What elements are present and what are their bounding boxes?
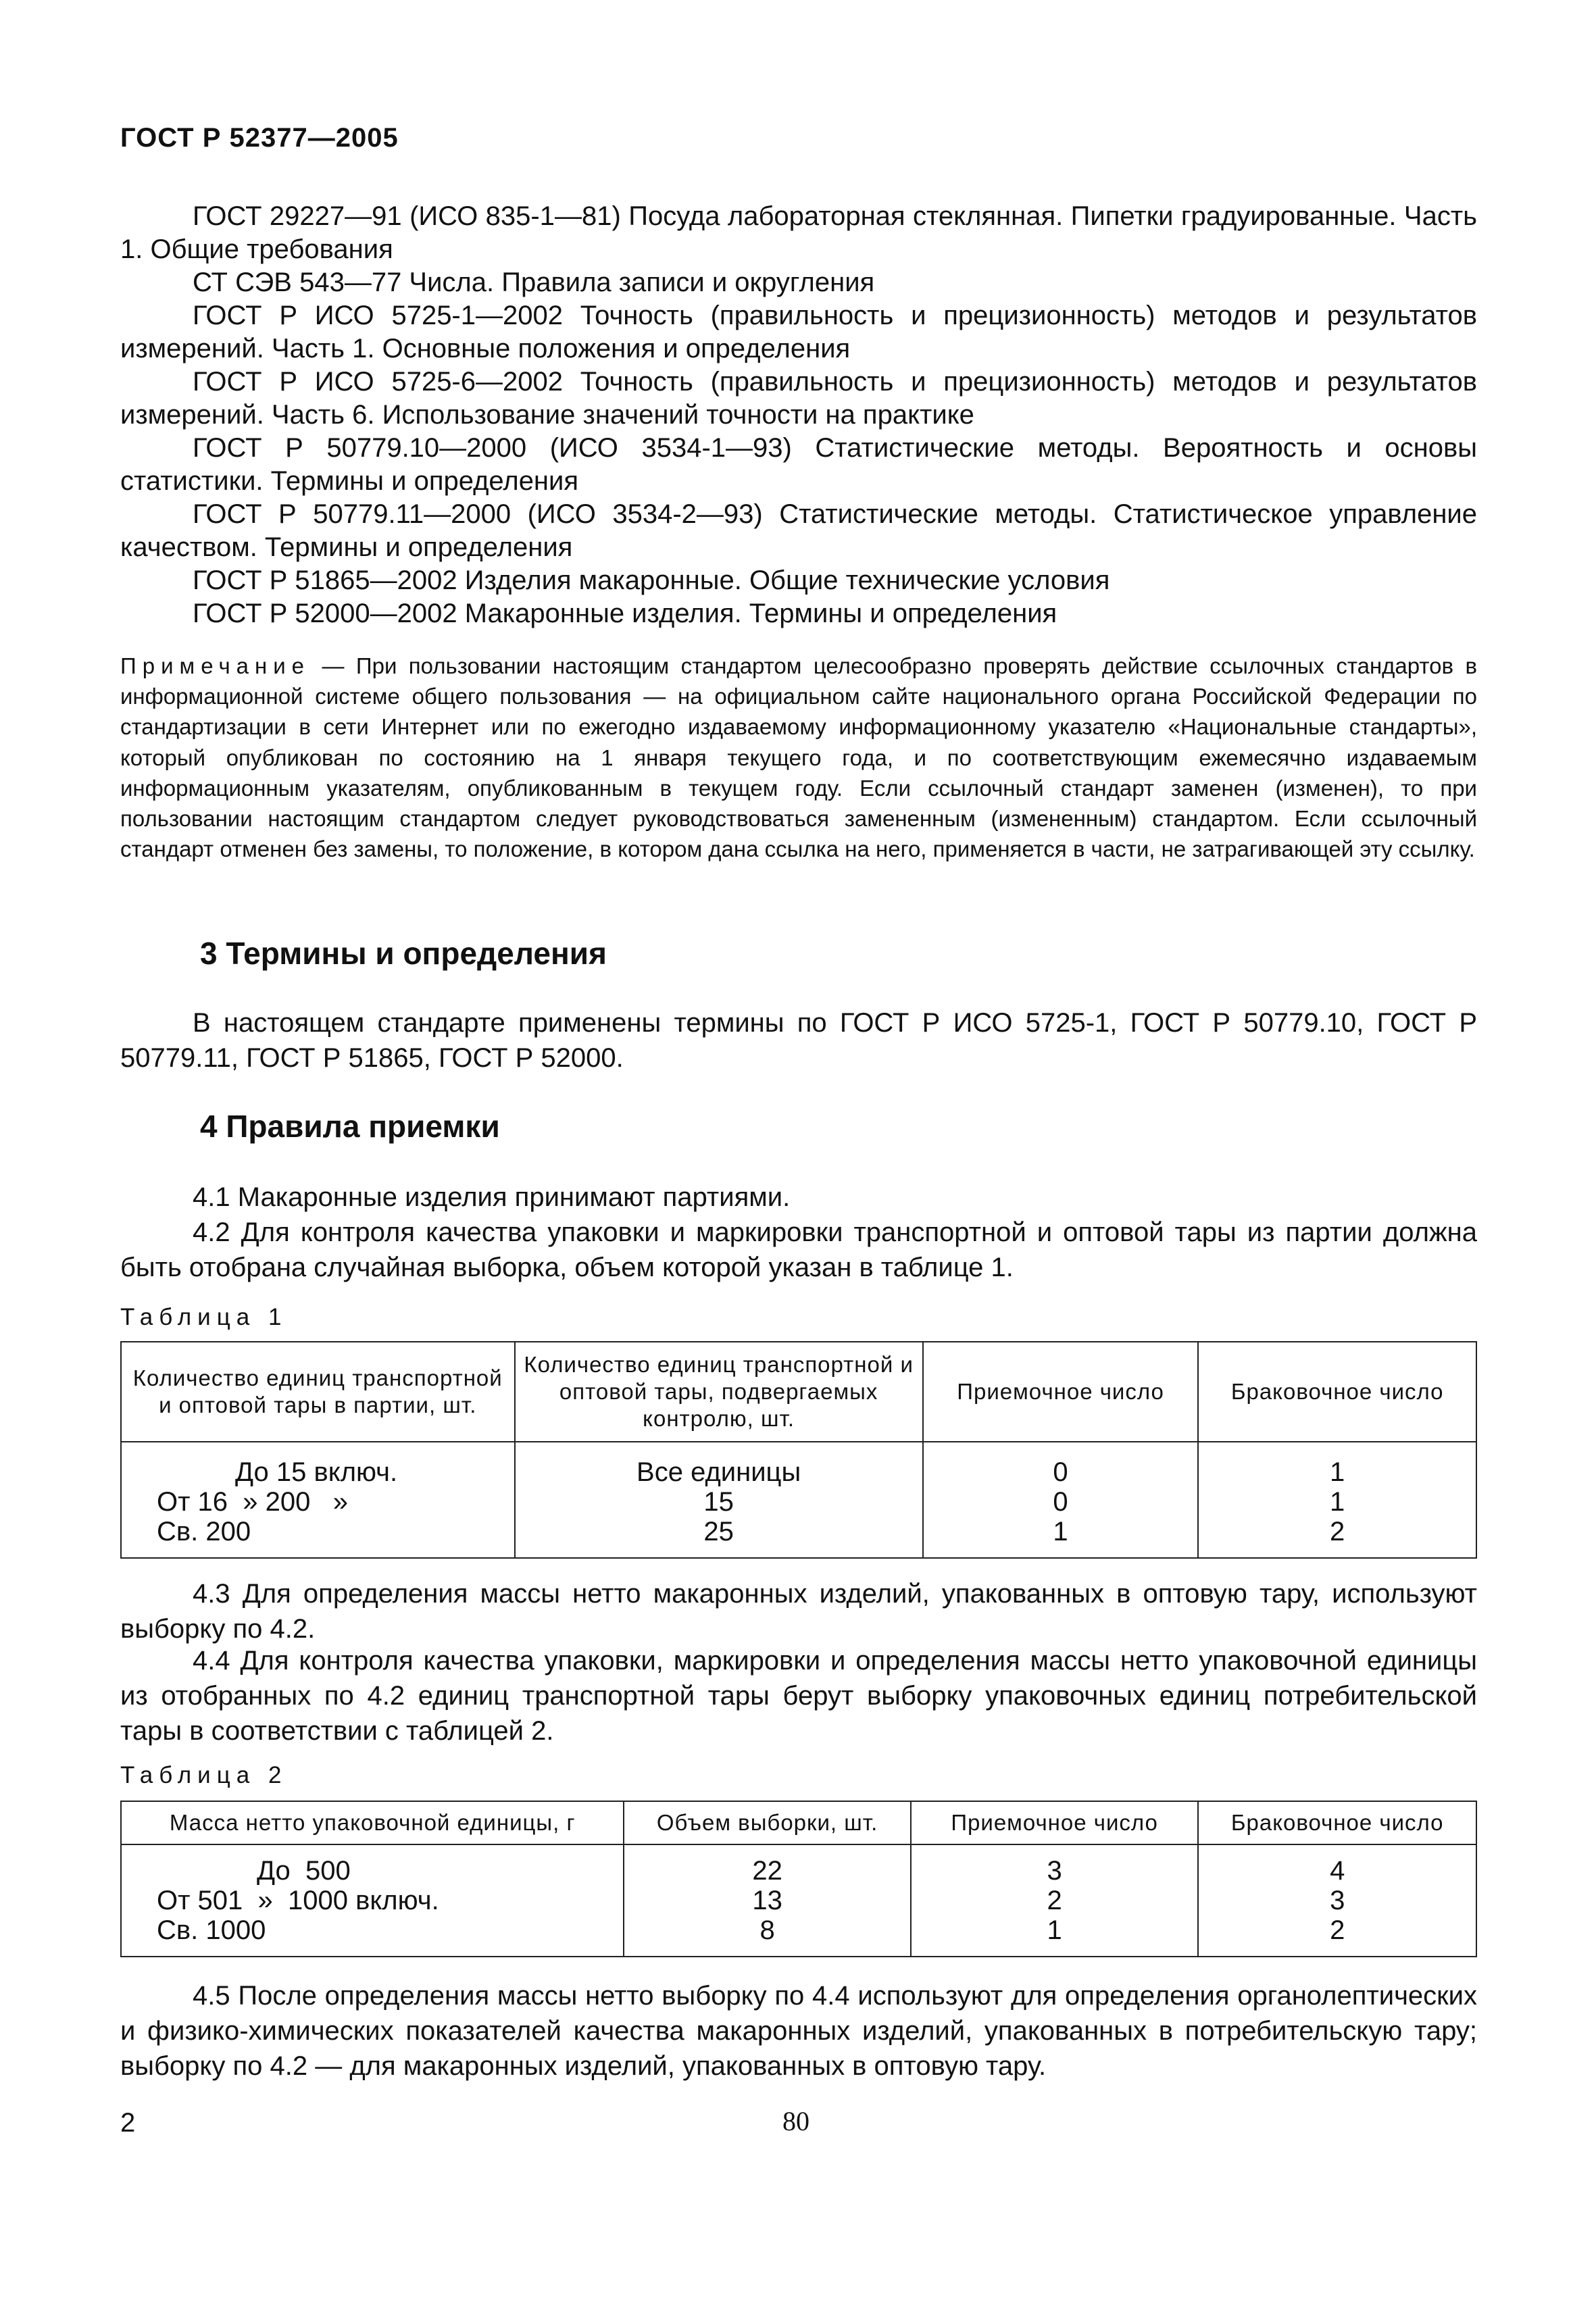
table-header-cell: Количество единиц транспортной и оптовой тары в партии, шт.: [121, 1342, 515, 1442]
reference-item: ГОСТ Р 50779.11—2000 (ИСО 3534-2—93) Статистические методы. Статистическое управление качеством. Термины и определения: [120, 499, 1477, 562]
table-header-cell: Объем выборки, шт.: [624, 1801, 910, 1844]
table-cell-line: От 501 » 1000 включ.: [157, 1886, 439, 1915]
table-cell-line: 4: [1330, 1856, 1345, 1886]
note-label: Примечание: [120, 653, 311, 678]
page-number: 2: [120, 2108, 136, 2138]
section-4-heading: 4 Правила приемки: [200, 1109, 500, 1144]
table-cell-line: 0: [1053, 1457, 1068, 1487]
table-cell-line: 1: [1330, 1457, 1345, 1487]
section-3-text: В настоящем стандарте применены термины по ГОСТ Р ИСО 5725-1, ГОСТ Р 50779.10, ГОСТ Р 50779.11, ГОСТ Р 51865, ГОСТ Р 52000.: [120, 1008, 1477, 1073]
table-cell: [923, 1442, 1199, 1558]
reference-item: СТ СЭВ 543—77 Числа. Правила записи и округления: [193, 268, 875, 297]
table-cell-line: 15: [703, 1487, 734, 1517]
reference-item: ГОСТ Р 50779.10—2000 (ИСО 3534-1—93) Статистические методы. Вероятность и основы статистики. Термины и определения: [120, 433, 1477, 496]
document-code: ГОСТ Р 52377—2005: [120, 123, 399, 153]
reference-item: ГОСТ 29227—91 (ИСО 835-1—81) Посуда лабораторная стеклянная. Пипетки градуированные. Часть 1. Общие требования: [120, 201, 1477, 264]
table-cell: [515, 1442, 923, 1558]
table-cell-line: От 16 » 200 »: [157, 1487, 348, 1517]
table-body-row: [121, 1442, 1476, 1558]
table-cell-line: Все единицы: [637, 1457, 801, 1487]
table-header-cell: Браковочное число: [1198, 1342, 1476, 1442]
reference-item: ГОСТ Р ИСО 5725-1—2002 Точность (правильность и прецизионность) методов и результатов измерений. Часть 1. Основные положения и определения: [120, 301, 1477, 363]
paragraph-4-5: 4.5 После определения массы нетто выборку по 4.4 используют для определения органолептических и физико-химических показателей качества макаронных изделий, упакованных в потребительскую тару; выборку по 4.2 — для макаронных изделий, упакованных в оптовую тару.: [120, 1981, 1477, 2081]
paragraph-4-1: 4.1 Макаронные изделия принимают партиями.: [193, 1182, 791, 1212]
paragraph-4-2: 4.2 Для контроля качества упаковки и маркировки транспортной и оптовой тары из партии должна быть отобрана случайная выборка, объем которой указан в таблице 1.: [120, 1217, 1477, 1282]
reference-item: ГОСТ Р 51865—2002 Изделия макаронные. Общие технические условия: [193, 565, 1110, 595]
reference-item: ГОСТ Р ИСО 5725-6—2002 Точность (правильность и прецизионность) методов и результатов измерений. Часть 6. Использование значений точности на практике: [120, 367, 1477, 430]
table-header-cell: Количество единиц транспортной и оптовой тары, подвергаемых контролю, шт.: [515, 1342, 923, 1442]
paragraph-4-4: 4.4 Для контроля качества упаковки, маркировки и определения массы нетто упаковочной единицы из отобранных по 4.2 единиц транспортной тары берут выборку упаковочных единиц потребительской тары в соответствии с таблицей 2.: [120, 1646, 1477, 1746]
table-1-caption: Таблица 1: [120, 1304, 288, 1330]
table-header-cell: Масса нетто упаковочной единицы, г: [121, 1801, 624, 1844]
table-cell-line: 2: [1047, 1886, 1062, 1915]
table-cell-line: Св. 200: [157, 1517, 251, 1546]
table-cell-line: 1: [1330, 1487, 1345, 1517]
note-paragraph: [120, 651, 1477, 864]
table-cell-line: 2: [1330, 1517, 1345, 1546]
table-cell-line: 1: [1053, 1517, 1068, 1546]
table-2-caption: Таблица 2: [120, 1762, 288, 1788]
table-cell-line: 0: [1053, 1487, 1068, 1517]
table-header-row: [121, 1342, 1476, 1442]
table-cell-line: 22: [752, 1856, 782, 1886]
sheet-number: 80: [782, 2106, 809, 2136]
table-header-cell: Приемочное число: [923, 1342, 1199, 1442]
note-text: — При пользовании настоящим стандартом целесообразно проверять действие ссылочных стандартов в информационной системе общего пользования — на официальном сайте национального органа Российской Федерации по стандартизации в сети Интернет или по ежегодно издаваемому информационному указателю «Национальные стандарты», который опубликован по состоянию на 1 января текущего года, и по соответствующим ежемесячно издаваемым информационным указателям, опубликованным в текущем году. Если ссылочный стандарт заменен (изменен), то при пользовании настоящим стандартом следует руководствоваться замененным (измененным) стандартом. Если ссылочный стандарт отменен без замены, то положение, в котором дана ссылка на него, применяется в части, не затрагивающей эту ссылку.: [120, 653, 1477, 862]
table-1: [120, 1341, 1477, 1559]
table-cell: [1198, 1844, 1476, 1957]
paragraph-4-3: 4.3 Для определения массы нетто макаронных изделий, упакованных в оптовую тару, используют выборку по 4.2.: [120, 1579, 1477, 1644]
table-cell-line: 3: [1047, 1856, 1062, 1886]
table-cell-line: 3: [1330, 1886, 1345, 1915]
table-cell-line: 1: [1047, 1915, 1062, 1945]
table-body-row: [121, 1844, 1476, 1957]
table-header-row: [121, 1801, 1476, 1844]
table-cell-line: 8: [759, 1915, 775, 1945]
table-cell: [911, 1844, 1199, 1957]
table-cell: [624, 1844, 910, 1957]
table-2: [120, 1801, 1477, 1957]
reference-item: ГОСТ Р 52000—2002 Макаронные изделия. Термины и определения: [193, 599, 1057, 628]
table-cell-line: До 500: [257, 1856, 351, 1886]
table-cell: [121, 1844, 624, 1957]
table-cell: [1198, 1442, 1476, 1558]
table-cell: [121, 1442, 515, 1558]
normative-references: [120, 200, 1477, 630]
table-cell-line: До 15 включ.: [235, 1457, 398, 1487]
table-cell-line: 2: [1330, 1915, 1345, 1945]
table-cell-line: 25: [703, 1517, 734, 1546]
table-header-cell: Приемочное число: [911, 1801, 1199, 1844]
table-cell-line: Св. 1000: [157, 1915, 266, 1945]
table-cell-line: 13: [752, 1886, 782, 1915]
table-header-cell: Браковочное число: [1198, 1801, 1476, 1844]
section-3-heading: 3 Термины и определения: [200, 936, 607, 971]
